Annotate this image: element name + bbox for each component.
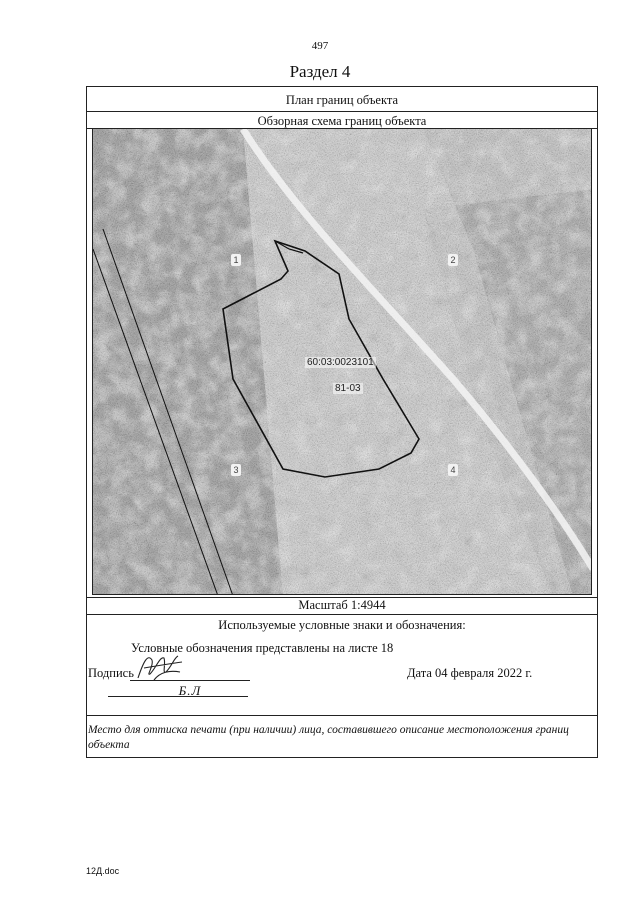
legend-note: Условные обозначения представлены на листе 18 xyxy=(131,641,394,655)
stamp-note: Место для оттиска печати (при наличии) лица, составившего описание местоположения границ объекта xyxy=(88,724,569,751)
legend-heading: Используемые условные знаки и обозначения: xyxy=(218,618,466,632)
row-divider xyxy=(87,715,597,716)
quadrant-mark-1: 1 xyxy=(231,254,241,266)
map-scale: Масштаб 1:4944 xyxy=(298,598,386,612)
map-title: Обзорная схема границ объекта xyxy=(257,114,427,128)
signature-label: Подпись xyxy=(88,666,134,680)
row-divider xyxy=(87,111,597,112)
section-title: Раздел 4 xyxy=(289,62,351,81)
signature-icon xyxy=(134,650,184,684)
parcel-label: 60:03:0023101 xyxy=(307,357,374,368)
table-header: План границ объекта xyxy=(285,93,399,107)
parcel-sublabel: 81-03 xyxy=(335,383,361,394)
page-number: 497 xyxy=(311,40,329,52)
initials-underline xyxy=(108,696,248,697)
signature-initials: Б.Л xyxy=(178,683,202,698)
overview-map xyxy=(92,128,592,595)
quadrant-mark-4: 4 xyxy=(448,464,458,476)
footer-filename: 12Д.doc xyxy=(86,866,120,876)
row-divider xyxy=(87,614,597,615)
date-text: Дата 04 февраля 2022 г. xyxy=(407,666,533,680)
quadrant-mark-3: 3 xyxy=(231,464,241,476)
quadrant-mark-2: 2 xyxy=(448,254,458,266)
signature-line xyxy=(130,680,250,681)
